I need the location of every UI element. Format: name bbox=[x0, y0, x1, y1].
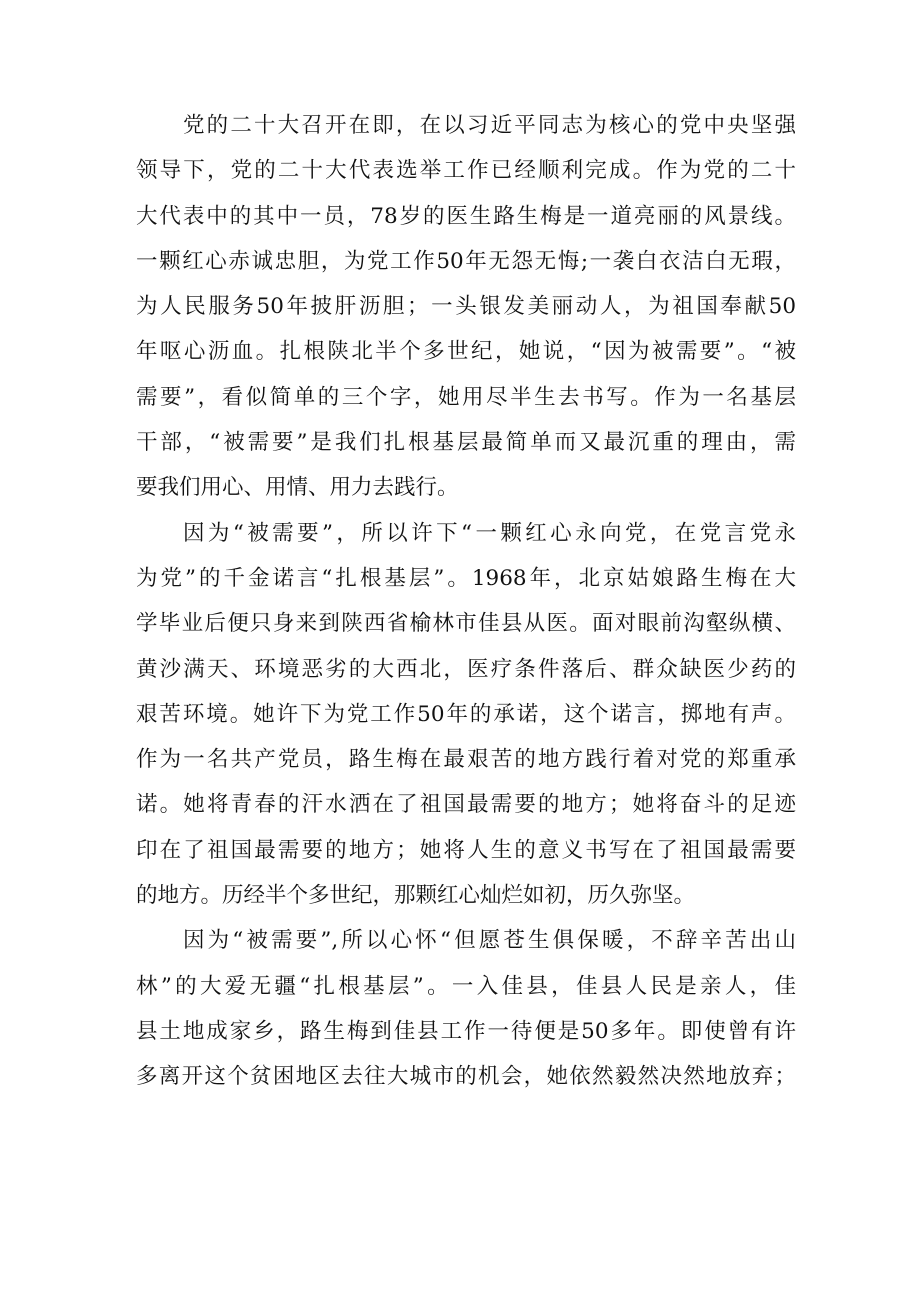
paragraph-3-line-3: 县土地成家乡，路生梅到佳县工作一待便是50多年。即使曾有许 bbox=[136, 1018, 796, 1044]
paragraph-1-line-7: 需要”，看似简单的三个字，她用尽半生去书写。作为一名基层 bbox=[136, 384, 796, 410]
paragraph-2-line-3: 学毕业后便只身来到陕西省榆林市佳县从医。面对眼前沟壑纵横、 bbox=[136, 611, 796, 637]
paragraph-2-line-9: 的地方。历经半个多世纪，那颗红心灿烂如初，历久弥坚。 bbox=[136, 883, 696, 909]
paragraph-1-line-2: 领导下，党的二十大代表选举工作已经顺利完成。作为党的二十 bbox=[136, 158, 796, 184]
paragraph-2-line-1: 因为“被需要”，所以许下“一颗红心永向党，在党言党永 bbox=[183, 520, 796, 546]
document-body bbox=[136, 103, 796, 1100]
paragraph-2-line-7: 诺。她将青春的汗水洒在了祖国最需要的地方；她将奋斗的足迹 bbox=[136, 792, 796, 818]
paragraph-1-line-8: 干部，“被需要”是我们扎根基层最简单而又最沉重的理由，需 bbox=[136, 430, 796, 456]
paragraph-1-line-6: 年呕心沥血。扎根陕北半个多世纪，她说，“因为被需要”。“被 bbox=[136, 339, 796, 365]
paragraph-3-line-4: 多离开这个贫困地区去往大城市的机会，她依然毅然决然地放弃； bbox=[136, 1064, 796, 1090]
paragraph-3-line-2: 林”的大爱无疆“扎根基层”。一入佳县，佳县人民是亲人，佳 bbox=[136, 973, 796, 999]
paragraph-2-line-6: 作为一名共产党员，路生梅在最艰苦的地方践行着对党的郑重承 bbox=[136, 747, 796, 773]
paragraph-3-line-1: 因为“被需要”,所以心怀“但愿苍生俱保暖，不辞辛苦出山 bbox=[183, 928, 796, 954]
paragraph-1-line-4: 一颗红心赤诚忠胆，为党工作50年无怨无悔;一袭白衣洁白无瑕， bbox=[136, 248, 796, 274]
paragraph-2-line-5: 艰苦环境。她许下为党工作50年的承诺，这个诺言，掷地有声。 bbox=[136, 701, 796, 727]
paragraph-2-line-2: 为党”的千金诺言“扎根基层”。1968年，北京姑娘路生梅在大 bbox=[136, 565, 796, 591]
paragraph-2-line-8: 印在了祖国最需要的地方；她将人生的意义书写在了祖国最需要 bbox=[136, 837, 796, 863]
paragraph-1-line-5: 为人民服务50年披肝沥胆；一头银发美丽动人，为祖国奉献50 bbox=[136, 294, 796, 320]
paragraph-1-line-1: 党的二十大召开在即，在以习近平同志为核心的党中央坚强 bbox=[183, 113, 796, 138]
paragraph-1-line-9: 要我们用心、用情、用力去践行。 bbox=[136, 475, 459, 501]
paragraph-1-line-3: 大代表中的其中一员，78岁的医生路生梅是一道亮丽的风景线。 bbox=[136, 203, 796, 229]
paragraph-2-line-4: 黄沙满天、环境恶劣的大西北，医疗条件落后、群众缺医少药的 bbox=[136, 656, 796, 682]
